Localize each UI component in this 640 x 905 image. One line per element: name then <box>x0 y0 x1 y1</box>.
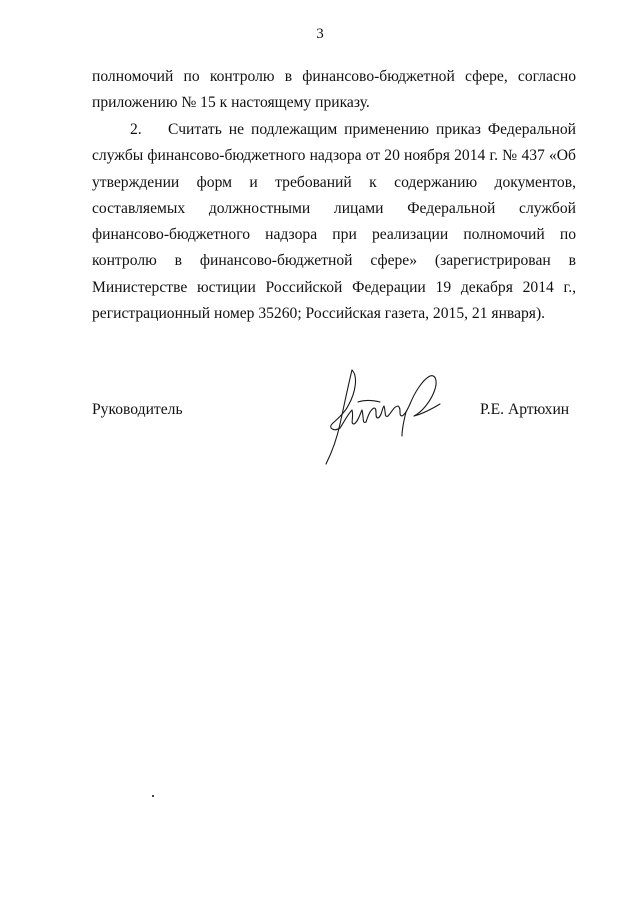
position-title: Руководитель <box>92 401 183 418</box>
item-2-text: Считать не подлежащим применению приказ Федеральной службы финансово-бюджетного надзора от 20 ноября 2014 г. № 437 «Об утверждении форм и требований к содержанию документов, составляемых должностными лицами Федеральной службой финансово-бюджетного надзора при реализации полномочий по контролю в финансово-бюджетной сфере» (зарегистрирован в Министерстве юстиции Российской Федерации 19 декабря 2014 г., регистрационный номер 35260; Российская газета, 2015, 21 января). <box>92 121 576 323</box>
item-2-number: 2. <box>130 121 142 138</box>
paragraph-continuation: полномочий по контролю в финансово-бюджетной сфере, согласно приложению № 15 к настоящему приказу. <box>92 68 576 112</box>
signer-name: Р.Е. Артюхин <box>480 401 570 418</box>
scan-speck <box>152 795 154 797</box>
paragraph-item-2 <box>92 117 576 327</box>
page-number: 3 <box>316 26 324 42</box>
handwritten-signature <box>318 366 444 470</box>
